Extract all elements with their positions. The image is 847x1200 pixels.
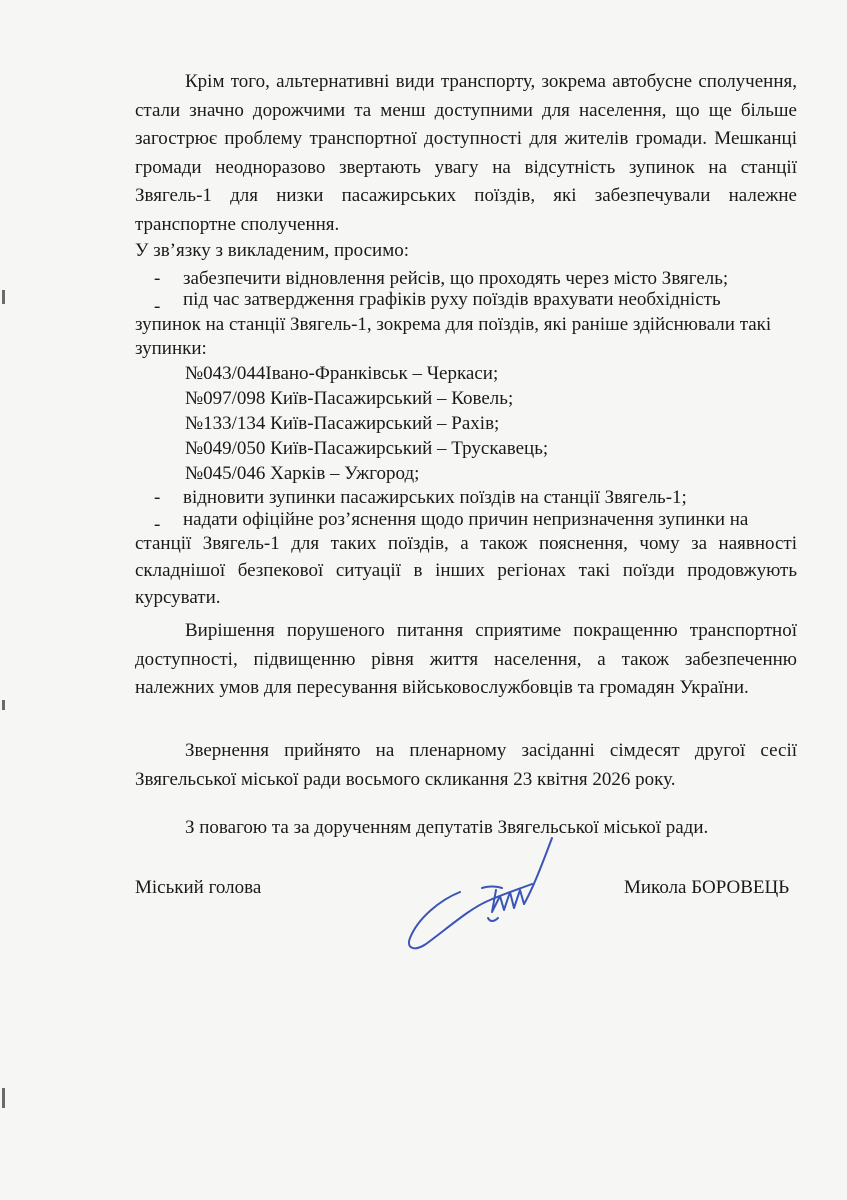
request-item-2-line-2: зупинок на станції Звягель-1, зокрема для поїздів, які раніше здійснювали такі [135, 314, 772, 335]
request-item-4-line-1: надати офіційне роз’яснення щодо причин непризначення зупинки на [183, 509, 749, 530]
train-item: №043/044Івано-Франківськ – Черкаси; [185, 363, 499, 384]
handwritten-signature [400, 830, 570, 960]
request-intro: У зв’язку з викладеним, просимо: [135, 240, 410, 261]
scan-edge-mark [2, 290, 5, 304]
scan-edge-mark [2, 700, 5, 710]
bullet-dash: - [154, 296, 161, 317]
closing-line: З повагою та за дорученням депутатів Звягельської міської ради. [185, 817, 709, 838]
bullet-dash: - [154, 514, 161, 535]
request-item-2-line-1: під час затвердження графіків руху поїздів врахувати необхідність [183, 289, 721, 310]
signatory-name: Микола БОРОВЕЦЬ [624, 877, 790, 898]
paragraph-outcome: Вирішення порушеного питання сприятиме покращенню транспортної доступності, підвищенню рівня життя населення, а також забезпеченню належних умов для пересування військовослужбовців та громадян України. [135, 620, 797, 698]
scan-edge-mark [2, 1088, 5, 1108]
train-item: №049/050 Київ-Пасажирський – Трускавець; [185, 438, 549, 459]
train-item: №045/046 Харків – Ужгород; [185, 463, 420, 484]
request-item-3: відновити зупинки пасажирських поїздів на станції Звягель-1; [183, 487, 687, 508]
train-item: №097/098 Київ-Пасажирський – Ковель; [185, 388, 514, 409]
signatory-title: Міський голова [135, 877, 262, 898]
train-item: №133/134 Київ-Пасажирський – Рахів; [185, 413, 500, 434]
request-item-1: забезпечити відновлення рейсів, що проходять через місто Звягель; [183, 268, 729, 289]
paragraph-transport-alternatives: Крім того, альтернативні види транспорту, зокрема автобусне сполучення, стали значно дорожчими та менш доступними для населення, що ще більше загострює проблему транспортної доступності для жителів громади. Мешканці громади неодноразово звертають увагу на відсутність зупинок на станції Звягель-1 для низки пасажирських поїздів, які забезпечували належне транспортне сполучення. [135, 71, 797, 235]
request-item-2-line-3: зупинки: [135, 338, 207, 359]
paragraph-adoption: Звернення прийнято на пленарному засіданні сімдесят другої сесії Звягельської міської ради восьмого скликання 23 квітня 2026 року. [135, 740, 797, 790]
bullet-dash: - [154, 487, 161, 508]
request-item-4-rest: станції Звягель-1 для таких поїздів, а також пояснення, чому за наявності складнішої безпекової ситуації в інших регіонах такі поїзди продовжують курсувати. [135, 533, 797, 608]
bullet-dash: - [154, 268, 161, 289]
